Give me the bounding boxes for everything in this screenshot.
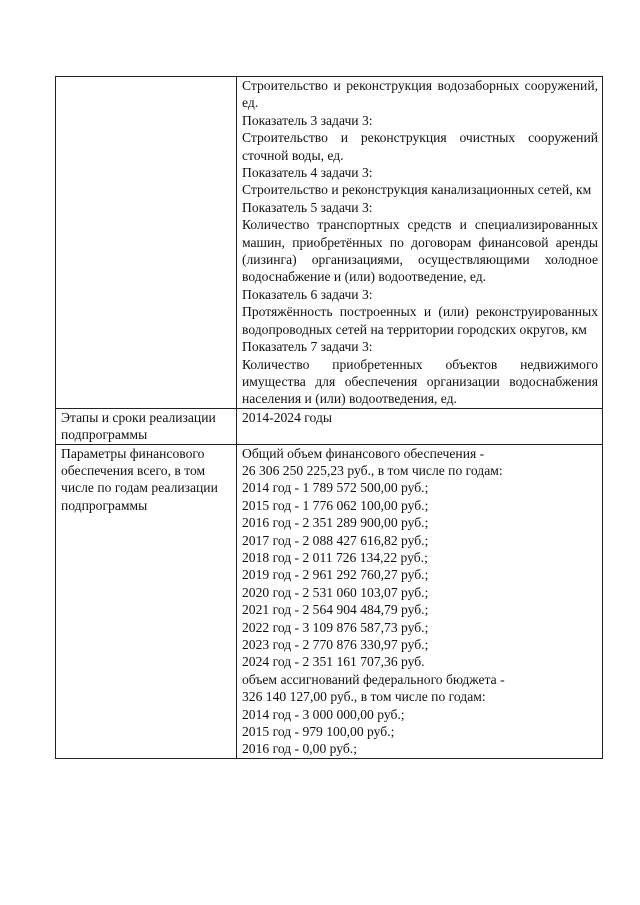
indicator-heading: Показатель 7 задачи 3: xyxy=(242,339,373,355)
indicator-heading: Показатель 3 задачи 3: xyxy=(242,112,373,128)
financing-line: 2021 год - 2 564 904 484,79 руб.; xyxy=(242,602,429,618)
indicator-text: Количество транспортных средств и специализированных машин, приобретённых по договорам финансовой аренды (лизинга) организациями, осуществляющими холодное водоснабжение и (или) водоотведение, ед. xyxy=(242,217,598,285)
financing-line: 2018 год - 2 011 726 134,22 руб.; xyxy=(242,549,428,565)
financing-line: 2016 год - 0,00 руб.; xyxy=(242,741,357,757)
financing-line: 2022 год - 3 109 876 587,73 руб.; xyxy=(242,619,429,635)
financing-line: 26 306 250 225,23 руб., в том числе по годам: xyxy=(242,462,503,478)
stages-value: 2014-2024 годы xyxy=(237,408,603,444)
financing-line: 2014 год - 3 000 000,00 руб.; xyxy=(242,706,405,722)
table-row xyxy=(56,444,603,758)
financing-line: Общий объем финансового обеспечения - xyxy=(242,445,485,461)
passport-table xyxy=(55,76,603,759)
financing-line: 2017 год - 2 088 427 616,82 руб.; xyxy=(242,532,429,548)
indicator-heading: Показатель 6 задачи 3: xyxy=(242,286,373,302)
financing-line: 2024 год - 2 351 161 707,36 руб. xyxy=(242,654,425,670)
indicator-text: Протяжённость построенных и (или) реконструированных водопроводных сетей на территории городских округов, км xyxy=(242,304,598,337)
table-row xyxy=(56,77,603,409)
indicators-cell xyxy=(237,77,603,409)
financing-label: Параметры финансового обеспечения всего, в том числе по годам реализации подпрограммы xyxy=(56,444,237,758)
indicator-text: Количество приобретенных объектов недвижимого имущества для обеспечения организации водоснабжения населения и (или) водоотведения, ед. xyxy=(242,356,598,407)
financing-line: 326 140 127,00 руб., в том числе по годам: xyxy=(242,689,486,705)
stages-label: Этапы и сроки реализации подпрограммы xyxy=(56,408,237,444)
financing-line: 2019 год - 2 961 292 760,27 руб.; xyxy=(242,567,429,583)
table-row xyxy=(56,408,603,444)
indicator-text: Строительство и реконструкция водозаборных сооружений, ед. xyxy=(242,78,598,111)
financing-line: 2015 год - 979 100,00 руб.; xyxy=(242,724,395,740)
financing-line: 2015 год - 1 776 062 100,00 руб.; xyxy=(242,497,429,513)
indicator-text: Строительство и реконструкция очистных сооружений сточной воды, ед. xyxy=(242,130,598,163)
indicator-text: Строительство и реконструкция канализационных сетей, км xyxy=(242,182,592,198)
indicator-heading: Показатель 4 задачи 3: xyxy=(242,165,373,181)
financing-line: 2020 год - 2 531 060 103,07 руб.; xyxy=(242,584,429,600)
indicator-heading: Показатель 5 задачи 3: xyxy=(242,199,373,215)
financing-cell xyxy=(237,444,603,758)
financing-line: 2016 год - 2 351 289 900,00 руб.; xyxy=(242,515,429,531)
table-cell-empty xyxy=(56,77,237,409)
financing-line: объем ассигнований федерального бюджета - xyxy=(242,671,505,687)
financing-line: 2023 год - 2 770 876 330,97 руб.; xyxy=(242,637,429,652)
financing-line: 2014 год - 1 789 572 500,00 руб.; xyxy=(242,480,429,496)
